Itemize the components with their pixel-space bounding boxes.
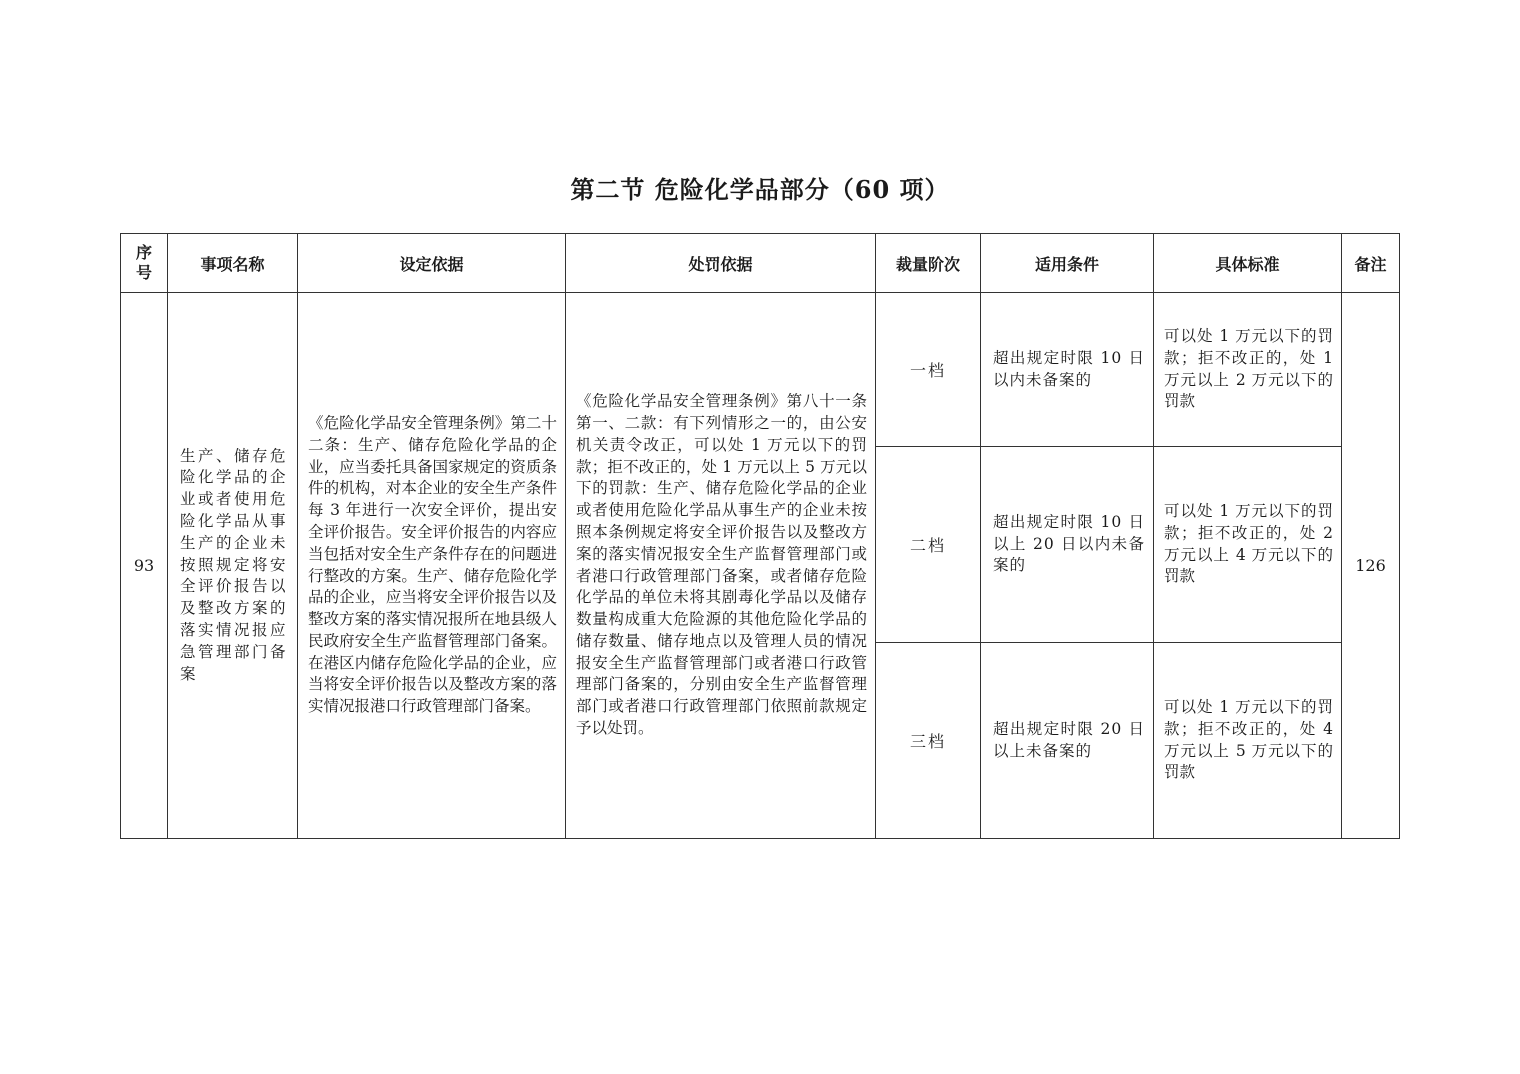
header-name: 事项名称 (168, 234, 298, 293)
header-row (121, 234, 1400, 293)
header-note: 备注 (1342, 234, 1400, 293)
tier-standard-2: 可以处 1 万元以下的罚款；拒不改正的，处 2 万元以上 4 万元以下的罚款 (1164, 501, 1333, 586)
tier-standard-3-cell (1154, 643, 1342, 839)
tier-condition-1-cell (981, 293, 1154, 447)
tier-standard-2-cell (1154, 447, 1342, 643)
tier-level-2: 二档 (876, 447, 981, 643)
tier-standard-3: 可以处 1 万元以下的罚款；拒不改正的，处 4 万元以上 5 万元以下的罚款 (1164, 697, 1333, 782)
header-basis: 设定依据 (298, 234, 566, 293)
tier-level-1: 一档 (876, 293, 981, 447)
tier-standard-1-cell (1154, 293, 1342, 447)
row-name: 生产、储存危险化学品的企业或者使用危险化学品从事生产的企业未按照规定将安全评价报告以及整改方案的落实情况报应急管理部门备案 (180, 446, 287, 683)
row-penalty-basis: 《危险化学品安全管理条例》第八十一条第一、二款：有下列情形之一的，由公安机关责令改正，可以处 1 万元以下的罚款；拒不改正的，处 1 万元以上 5 万元以下的罚款：生产、储存危险化学品的企业或者使用危险化学品从事生产的企业未按照本条例规定将安全评价报告以及整改方案的落实情况报安全生产监督管理部门或者港口行政管理部门备案，或者储存危险化学品的单位未将其剧毒化学品以及储存数量构成重大危险源的其他危险化学品的储存数量、储存地点以及管理人员的情况报安全生产监督管理部门或者港口行政管理部门备案的，分别由安全生产监督管理部门或者港口行政管理部门依照前款规定予以处罚。 (576, 392, 867, 738)
page-title: 第二节 危险化学品部分（60 项） (570, 175, 950, 204)
header-level: 裁量阶次 (876, 234, 981, 293)
penalty-table (120, 233, 1400, 839)
tier-condition-2-cell (981, 447, 1154, 643)
header-seq: 序号 (121, 234, 168, 293)
tier-condition-3-cell (981, 643, 1154, 839)
row-basis-cell (298, 293, 566, 839)
row-name-cell (168, 293, 298, 839)
tier-condition-1: 超出规定时限 10 日以内未备案的 (993, 348, 1145, 389)
row-seq: 93 (121, 293, 168, 839)
tier-standard-1: 可以处 1 万元以下的罚款；拒不改正的，处 1 万元以上 2 万元以下的罚款 (1164, 326, 1333, 411)
table-row (121, 293, 1400, 447)
header-penalty-basis: 处罚依据 (566, 234, 876, 293)
row-note: 126 (1342, 293, 1400, 839)
tier-condition-2: 超出规定时限 10 日以上 20 日以内未备案的 (993, 512, 1145, 575)
row-basis: 《危险化学品安全管理条例》第二十二条：生产、储存危险化学品的企业，应当委托具备国家规定的资质条件的机构，对本企业的安全生产条件每 3 年进行一次安全评价，提出安全评价报告。安全评价报告的内容应当包括对安全生产条件存在的问题进行整改的方案。生产、储存危险化学品的企业，应当将安全评价报告以及整改方案的落实情况报所在地县级人民政府安全生产监督管理部门备案。在港区内储存危险化学品的企业，应当将安全评价报告以及整改方案的落实情况报港口行政管理部门备案。 (308, 413, 557, 716)
header-condition: 适用条件 (981, 234, 1154, 293)
header-standard: 具体标准 (1154, 234, 1342, 293)
tier-condition-3: 超出规定时限 20 日以上未备案的 (993, 719, 1145, 760)
tier-level-3: 三档 (876, 643, 981, 839)
row-penalty-basis-cell (566, 293, 876, 839)
